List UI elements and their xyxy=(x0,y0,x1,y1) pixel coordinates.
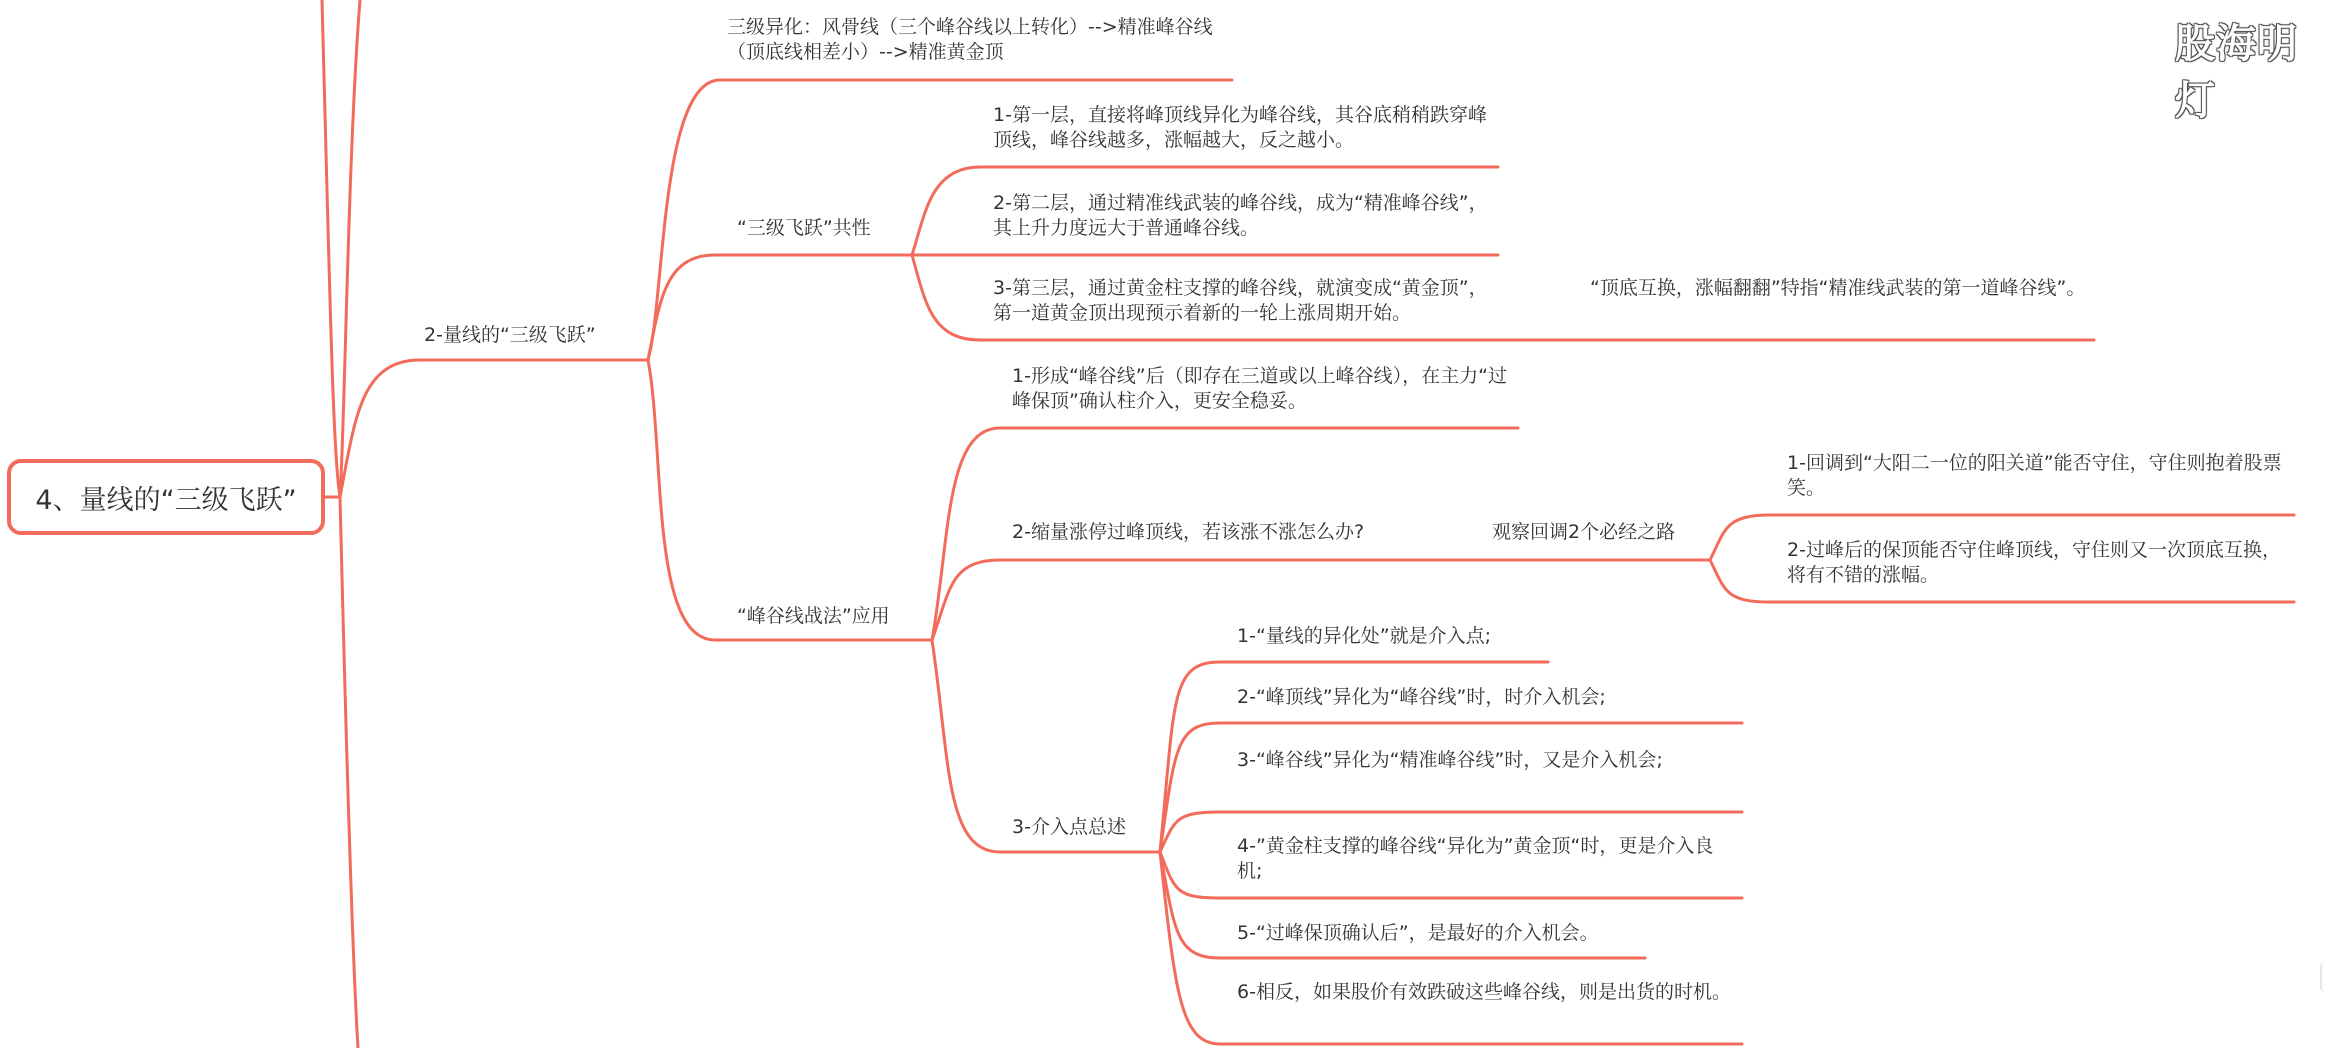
path-item-2[interactable]: 2-过峰后的保顶能否守住峰顶线，守住则又一次顶底互换，将有不错的涨幅。 xyxy=(1787,539,2281,586)
entry-point-5[interactable]: 5-“过峰保顶确认后”，是最好的介入机会。 xyxy=(1237,922,1599,944)
commonality-item-1[interactable]: 1-第一层，直接将峰顶线异化为峰谷线，其谷底稍稍跌穿峰顶线，峰谷线越多，涨幅越大，反之越小。 xyxy=(993,104,1487,151)
entry-point-6[interactable]: 6-相反，如果股价有效跌破这些峰谷线，则是出货的时机。 xyxy=(1237,981,1731,1003)
entry-point-4[interactable]: 4-”黄金柱支撑的峰谷线“异化为”黄金顶“时，更是介入良机; xyxy=(1237,835,1714,882)
trunk-far-line xyxy=(322,0,340,497)
edge-point-2 xyxy=(1160,723,1742,852)
application-item-2-child[interactable]: 观察回调2个必经之路 xyxy=(1492,521,1676,543)
path-item-1[interactable]: 1-回调到“大阳二一位的阳关道”能否守住，守住则抱着股票笑。 xyxy=(1787,452,2282,499)
scroll-edge-indicator xyxy=(2320,962,2328,992)
application-item-1[interactable]: 1-形成“峰谷线”后（即存在三道或以上峰谷线），在主力“过峰保顶”确认柱介入，更安全稳妥。 xyxy=(1012,365,1507,412)
trunk-upper-line xyxy=(340,0,360,497)
watermark-logo: 股海明灯 xyxy=(2175,21,2298,124)
trunk-lower-line xyxy=(340,497,358,1048)
edge-level1-application xyxy=(648,360,932,640)
application-node[interactable]: “峰谷线战法”应用 xyxy=(737,605,890,627)
root-node[interactable]: 4、量线的“三级飞跃” xyxy=(7,459,325,535)
entry-point-3[interactable]: 3-“峰谷线”异化为“精准峰谷线”时，又是介入机会; xyxy=(1237,749,1663,771)
edge-level1-commonality xyxy=(648,255,912,360)
commonality-item-2[interactable]: 2-第二层，通过精准线武装的峰谷线，成为“精准峰谷线”，其上升力度远大于普通峰谷线。 xyxy=(993,192,1488,239)
application-item-2[interactable]: 2-缩量涨停过峰顶线，若该涨不涨怎么办? xyxy=(1012,521,1365,543)
top-note-node[interactable]: 三级异化：风骨线（三个峰谷线以上转化）-->精准峰谷线（顶底线相差小）-->精准黄金顶 xyxy=(727,16,1213,63)
edge-root-level1 xyxy=(340,360,648,497)
entry-point-1[interactable]: 1-“量线的异化处”就是介入点; xyxy=(1237,625,1492,647)
application-item-3[interactable]: 3-介入点总述 xyxy=(1012,816,1126,838)
commonality-node[interactable]: “三级飞跃”共性 xyxy=(737,217,871,239)
commonality-sub-note[interactable]: “顶底互换，涨幅翻翻”特指“精准线武装的第一道峰谷线”。 xyxy=(1590,277,2086,299)
level1-node[interactable]: 2-量线的“三级飞跃” xyxy=(424,324,596,346)
entry-point-2[interactable]: 2-“峰顶线”异化为“峰谷线”时，时介入机会; xyxy=(1237,686,1606,708)
commonality-item-3[interactable]: 3-第三层，通过黄金柱支撑的峰谷线，就演变成“黄金顶”，第一道黄金顶出现预示着新的一轮上涨周期开始。 xyxy=(993,277,1488,324)
